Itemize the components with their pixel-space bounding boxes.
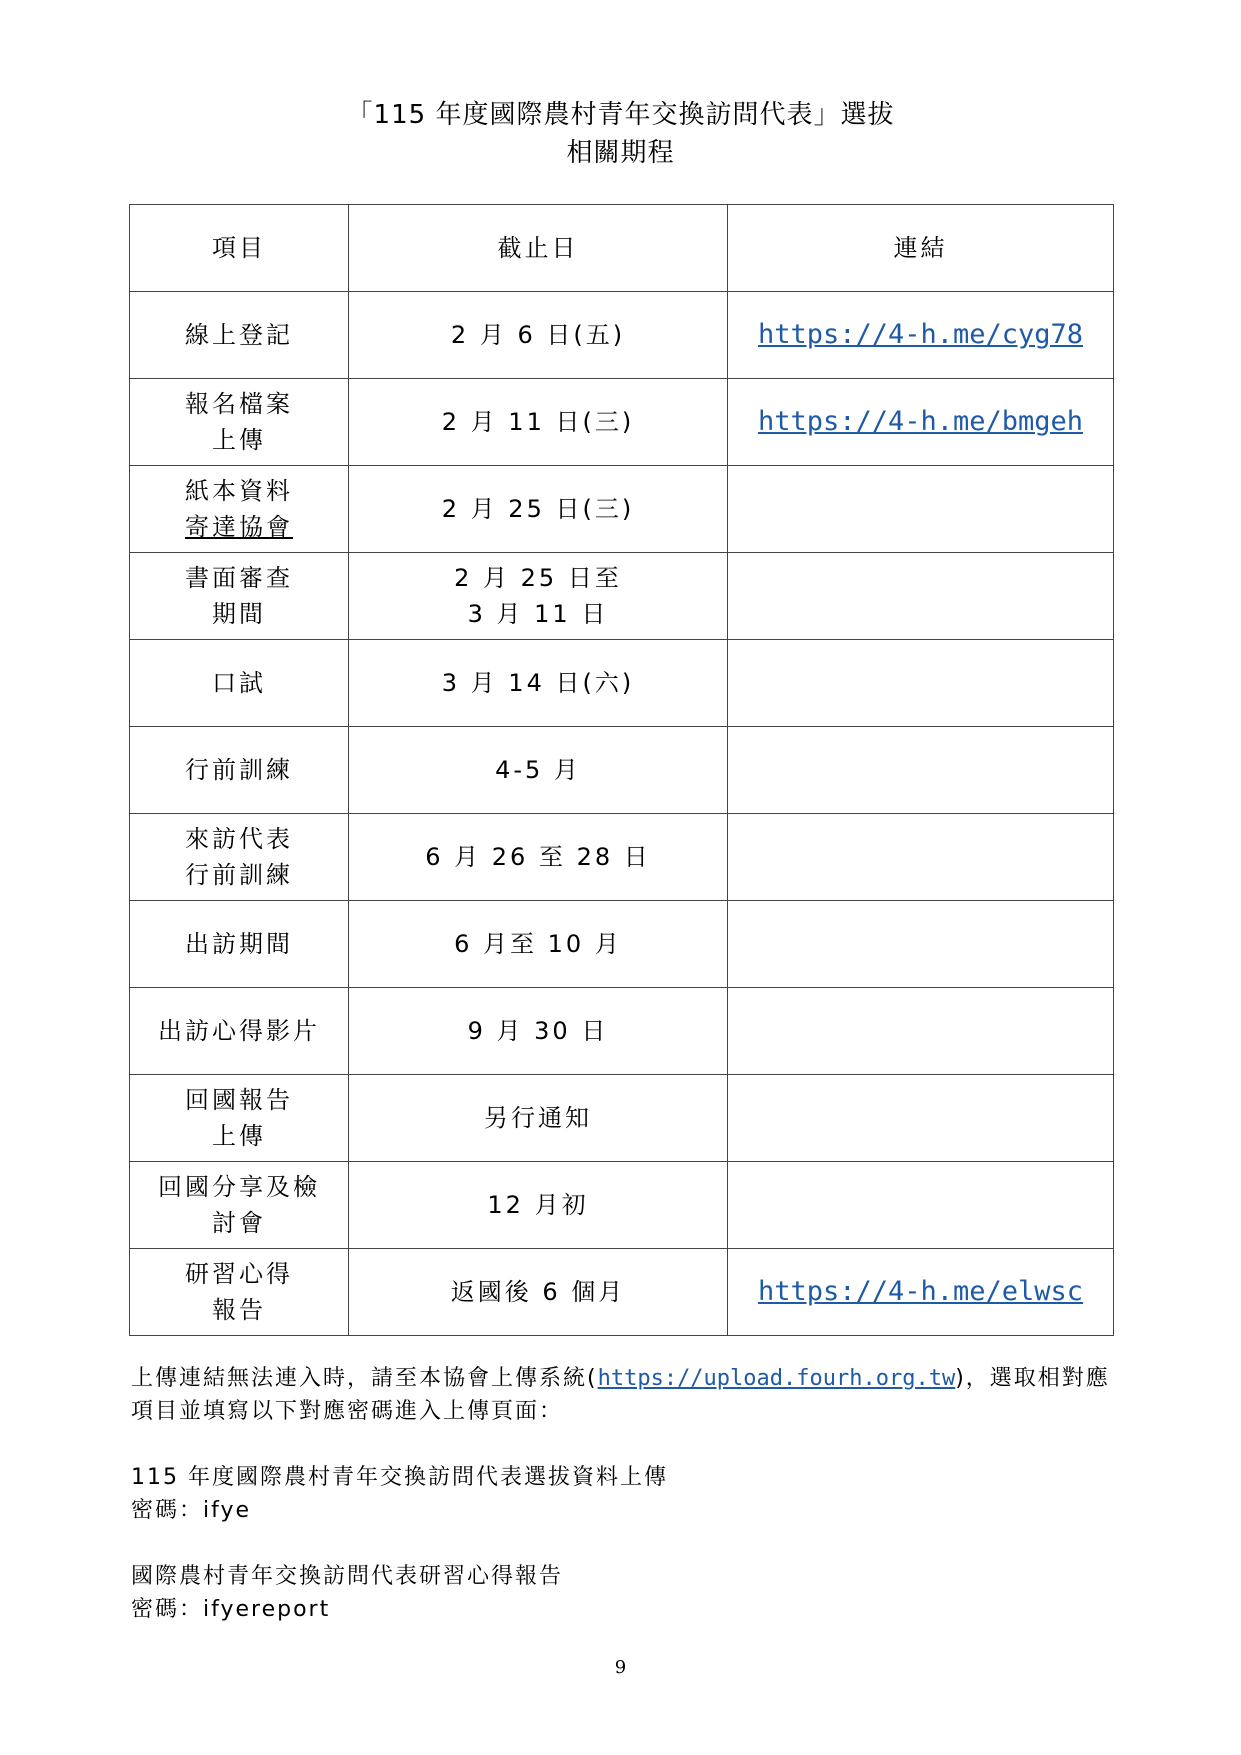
title-line-1: 「115 年度國際農村青年交換訪問代表」選拔 bbox=[346, 100, 895, 130]
header-link: 連結 bbox=[728, 205, 1114, 292]
upload-intro-line-1 bbox=[131, 1362, 1121, 1395]
item-text: 上傳 bbox=[212, 426, 266, 454]
table-row bbox=[130, 988, 1114, 1075]
item-text: 書面審查 bbox=[185, 564, 293, 592]
item-cell bbox=[130, 379, 349, 466]
title-line-2: 相關期程 bbox=[566, 138, 675, 168]
link-cell bbox=[728, 1162, 1114, 1249]
link-cell bbox=[728, 814, 1114, 901]
date-text: 6 月至 10 月 bbox=[454, 930, 622, 958]
item-text: 行前訓練 bbox=[185, 861, 293, 889]
link-cell bbox=[728, 988, 1114, 1075]
table-row bbox=[130, 1162, 1114, 1249]
spacer bbox=[131, 1527, 1121, 1560]
upload-intro-text: 上傳連結無法連入時，請至本協會上傳系統( bbox=[131, 1366, 598, 1391]
item-text: 出訪心得影片 bbox=[158, 1017, 320, 1045]
spacer bbox=[131, 1428, 1121, 1461]
date-text: 9 月 30 日 bbox=[467, 1017, 609, 1045]
item-cell bbox=[130, 640, 349, 727]
item-cell bbox=[130, 292, 349, 379]
table-row bbox=[130, 640, 1114, 727]
date-cell bbox=[349, 466, 728, 553]
item-text: 來訪代表 bbox=[185, 825, 293, 853]
item-text: 研習心得 bbox=[185, 1260, 293, 1288]
report-upload-link[interactable]: https://4-h.me/elwsc bbox=[757, 1276, 1084, 1307]
item-text: 回國分享及檢 bbox=[158, 1173, 320, 1201]
date-text: 3 月 11 日 bbox=[467, 600, 609, 628]
link-cell bbox=[728, 727, 1114, 814]
item-text: 期間 bbox=[212, 600, 266, 628]
header-deadline: 截止日 bbox=[349, 205, 728, 292]
file-upload-link[interactable]: https://4-h.me/bmgeh bbox=[757, 406, 1084, 437]
link-cell bbox=[728, 1075, 1114, 1162]
date-cell bbox=[349, 1162, 728, 1249]
item-cell bbox=[130, 901, 349, 988]
date-text: 3 月 14 日(六) bbox=[441, 669, 635, 697]
item-text: 上傳 bbox=[212, 1122, 266, 1150]
item-text: 口試 bbox=[212, 669, 266, 697]
entry-2-title: 國際農村青年交換訪問代表研習心得報告 bbox=[131, 1564, 564, 1589]
item-text: 紙本資料 bbox=[185, 477, 293, 505]
item-text: 討會 bbox=[212, 1209, 266, 1237]
item-text: 寄達協會 bbox=[185, 513, 293, 541]
entry-1-password: 密碼：ifye bbox=[131, 1498, 252, 1523]
upload-system-link[interactable]: https://upload.fourh.org.tw bbox=[597, 1366, 956, 1391]
item-cell bbox=[130, 1162, 349, 1249]
page-number: 9 bbox=[614, 1657, 627, 1678]
entry-2-password: 密碼：ifyereport bbox=[131, 1597, 331, 1622]
item-text: 回國報告 bbox=[185, 1086, 293, 1114]
date-cell bbox=[349, 988, 728, 1075]
table-row bbox=[130, 1249, 1114, 1336]
item-text: 出訪期間 bbox=[185, 930, 293, 958]
upload-notes bbox=[131, 1362, 1121, 1626]
date-text: 另行通知 bbox=[484, 1104, 592, 1132]
date-cell bbox=[349, 553, 728, 640]
table-row bbox=[130, 466, 1114, 553]
date-cell bbox=[349, 292, 728, 379]
date-cell bbox=[349, 814, 728, 901]
link-cell bbox=[728, 379, 1114, 466]
link-cell bbox=[728, 901, 1114, 988]
document-title bbox=[0, 96, 1241, 172]
date-text: 返國後 6 個月 bbox=[450, 1278, 626, 1306]
item-text: 線上登記 bbox=[185, 321, 293, 349]
link-cell bbox=[728, 640, 1114, 727]
item-cell bbox=[130, 814, 349, 901]
item-cell bbox=[130, 553, 349, 640]
date-cell bbox=[349, 1249, 728, 1336]
upload-intro-text: )，選取相對應 bbox=[955, 1366, 1110, 1391]
table-row bbox=[130, 379, 1114, 466]
link-cell bbox=[728, 553, 1114, 640]
date-cell bbox=[349, 640, 728, 727]
header-item: 項目 bbox=[130, 205, 349, 292]
date-text: 2 月 6 日(五) bbox=[450, 321, 626, 349]
schedule-table bbox=[129, 204, 1114, 1336]
item-text: 報名檔案 bbox=[185, 390, 293, 418]
table-row bbox=[130, 553, 1114, 640]
table-row bbox=[130, 1075, 1114, 1162]
date-cell bbox=[349, 727, 728, 814]
item-cell bbox=[130, 988, 349, 1075]
item-text: 行前訓練 bbox=[185, 756, 293, 784]
item-cell bbox=[130, 1249, 349, 1336]
table-row bbox=[130, 814, 1114, 901]
item-text: 報告 bbox=[212, 1296, 266, 1324]
date-text: 2 月 25 日至 bbox=[454, 564, 622, 592]
date-text: 4-5 月 bbox=[495, 756, 581, 784]
table-row bbox=[130, 901, 1114, 988]
registration-link[interactable]: https://4-h.me/cyg78 bbox=[757, 319, 1084, 350]
date-cell bbox=[349, 1075, 728, 1162]
upload-intro-line-2: 項目並填寫以下對應密碼進入上傳頁面： bbox=[131, 1399, 564, 1424]
entry-1-title: 115 年度國際農村青年交換訪問代表選拔資料上傳 bbox=[131, 1465, 668, 1490]
link-cell bbox=[728, 1249, 1114, 1336]
date-cell bbox=[349, 901, 728, 988]
table-row bbox=[130, 727, 1114, 814]
date-text: 6 月 26 至 28 日 bbox=[425, 843, 651, 871]
item-cell bbox=[130, 1075, 349, 1162]
date-text: 2 月 11 日(三) bbox=[441, 408, 635, 436]
item-cell bbox=[130, 466, 349, 553]
date-text: 2 月 25 日(三) bbox=[441, 495, 635, 523]
link-cell bbox=[728, 466, 1114, 553]
date-text: 12 月初 bbox=[487, 1191, 589, 1219]
table-row bbox=[130, 292, 1114, 379]
link-cell bbox=[728, 292, 1114, 379]
date-cell bbox=[349, 379, 728, 466]
table-header-row bbox=[130, 205, 1114, 292]
item-cell bbox=[130, 727, 349, 814]
